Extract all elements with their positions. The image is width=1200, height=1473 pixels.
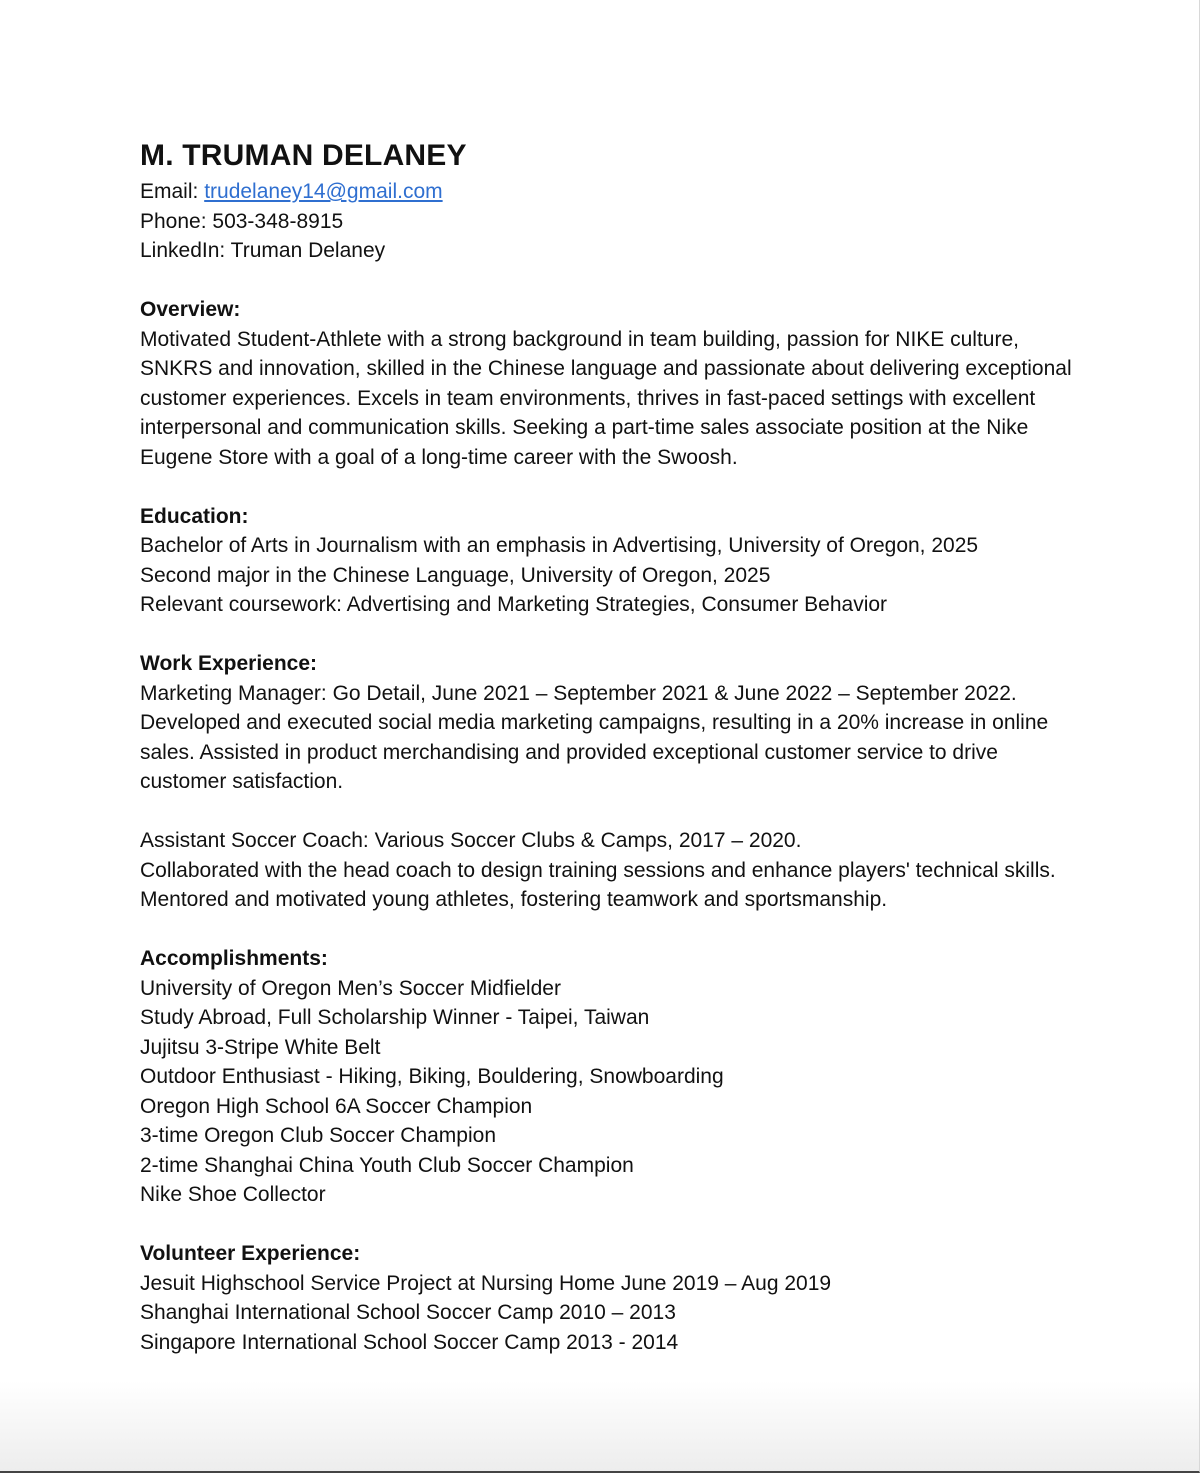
email-label: Email: bbox=[140, 180, 205, 203]
volunteer-list bbox=[140, 1269, 1080, 1358]
list-item: Shanghai International School Soccer Camp 2010 – 2013 bbox=[140, 1301, 676, 1324]
overview-text: Motivated Student-Athlete with a strong background in team building, passion for NIKE culture, SNKRS and innovation, skilled in the Chinese language and passionate about delivering exceptional customer experiences. Excels in team environments, thrives in fast-paced settings with excellent interpersonal and communication skills. Seeking a part-time sales associate position at the Nike Eugene Store with a goal of a long-time career with the Swoosh. bbox=[140, 327, 1072, 469]
job-description-marketing-manager: Developed and executed social media marketing campaigns, resulting in a 20% increase in online sales. Assisted in product merchandising and provided exceptional customer service to drive customer satisfaction. bbox=[140, 711, 1049, 793]
job-title-marketing-manager: Marketing Manager: Go Detail, June 2021 – September 2021 & June 2022 – September 2022. bbox=[140, 681, 1017, 705]
list-item: 3-time Oregon Club Soccer Champion bbox=[140, 1124, 496, 1147]
list-item: Singapore International School Soccer Camp 2013 - 2014 bbox=[140, 1330, 679, 1354]
candidate-name: M. TRUMAN DELANEY bbox=[140, 139, 467, 172]
linkedin-line: LinkedIn: Truman Delaney bbox=[140, 239, 386, 262]
education-heading: Education: bbox=[140, 504, 249, 528]
list-item: Jesuit Highschool Service Project at Nursing Home June 2019 – Aug 2019 bbox=[140, 1271, 832, 1295]
work-heading: Work Experience: bbox=[140, 652, 318, 675]
spacer bbox=[140, 797, 1080, 827]
resume-content bbox=[140, 135, 1080, 1357]
page-edge-shadow bbox=[0, 1381, 1199, 1471]
accomplishments-list bbox=[140, 974, 1080, 1210]
job-title-assistant-coach: Assistant Soccer Coach: Various Soccer Clubs & Camps, 2017 – 2020. bbox=[140, 829, 802, 852]
volunteer-heading: Volunteer Experience: bbox=[140, 1242, 361, 1265]
list-item: Oregon High School 6A Soccer Champion bbox=[140, 1094, 533, 1118]
list-item: Jujitsu 3-Stripe White Belt bbox=[140, 1035, 381, 1059]
overview-heading: Overview: bbox=[140, 298, 241, 321]
email-link[interactable]: trudelaney14@gmail.com bbox=[204, 180, 443, 203]
education-coursework: Relevant coursework: Advertising and Marketing Strategies, Consumer Behavior bbox=[140, 593, 888, 616]
list-item: University of Oregon Men’s Soccer Midfielder bbox=[140, 976, 561, 1000]
phone-line: Phone: 503-348-8915 bbox=[140, 209, 344, 233]
email-line bbox=[140, 177, 1080, 207]
education-degree: Bachelor of Arts in Journalism with an emphasis in Advertising, University of Oregon, 2025 bbox=[140, 534, 979, 557]
list-item: Study Abroad, Full Scholarship Winner - Taipei, Taiwan bbox=[140, 1006, 650, 1029]
job-description-assistant-coach: Collaborated with the head coach to design training sessions and enhance players' technical skills. Mentored and motivated young athletes, fostering teamwork and sportsmanship. bbox=[140, 858, 1056, 911]
list-item: Nike Shoe Collector bbox=[140, 1183, 326, 1206]
list-item: 2-time Shanghai China Youth Club Soccer Champion bbox=[140, 1153, 634, 1177]
education-second-major: Second major in the Chinese Language, University of Oregon, 2025 bbox=[140, 563, 771, 587]
accomplishments-heading: Accomplishments: bbox=[140, 947, 328, 970]
list-item: Outdoor Enthusiast - Hiking, Biking, Bouldering, Snowboarding bbox=[140, 1065, 724, 1088]
